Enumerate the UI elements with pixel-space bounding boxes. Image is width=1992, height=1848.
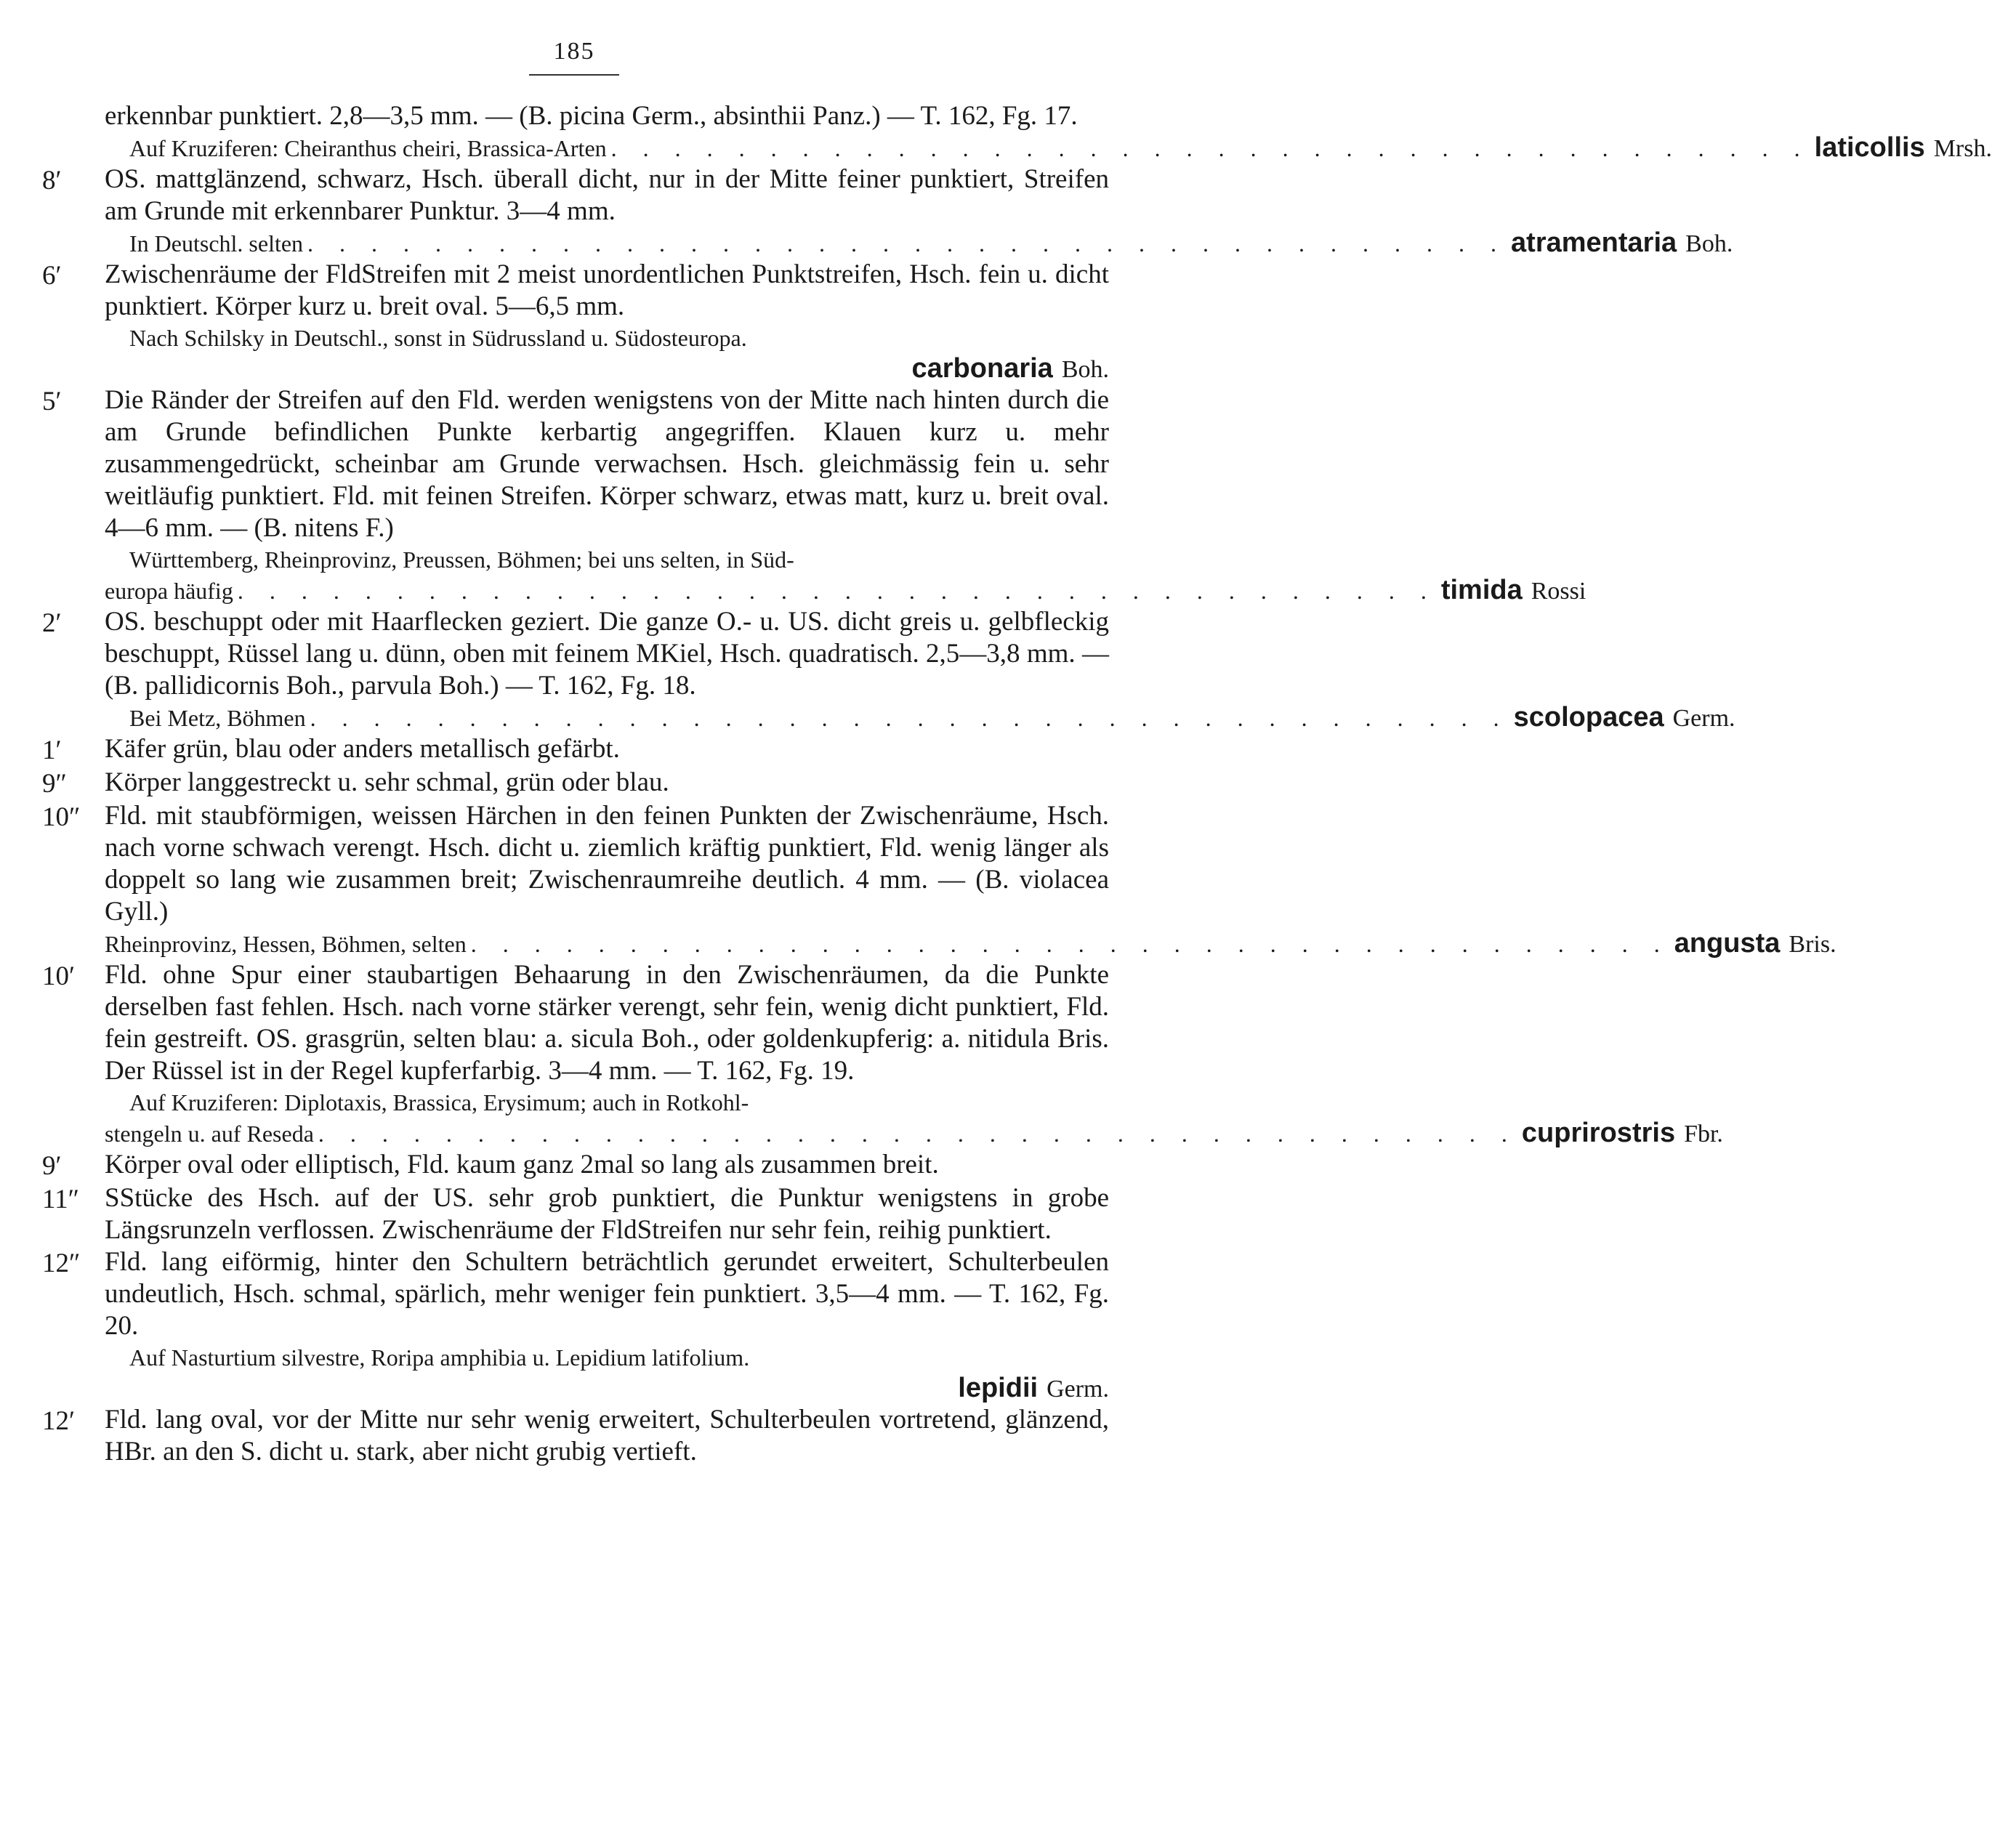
couplet-number: 10′: [42, 961, 76, 991]
species-name: cuprirostris: [1521, 1118, 1676, 1148]
key-entry: [42, 227, 1733, 259]
leader-dots: . . . . . . . . . . . . . . . . . . . . . . . . . . . . . . . . . . . . . .: [610, 135, 1810, 161]
entry-body: [105, 1373, 1109, 1404]
couplet-number: 8′: [42, 166, 62, 195]
locality-text: Bei Metz, Böhmen: [129, 705, 306, 731]
couplet-number: [42, 1118, 105, 1119]
couplet-number: [42, 1373, 105, 1374]
entry-body: [105, 544, 1109, 575]
entry-body: [105, 384, 1109, 544]
entry-body: [105, 1118, 1723, 1149]
entry-body: [105, 259, 1109, 323]
entry-body: [105, 323, 1109, 353]
species-line: [105, 1118, 1723, 1149]
key-entry: [42, 606, 1109, 702]
species-author: Germ.: [1047, 1376, 1109, 1403]
couplet-number: [42, 1087, 105, 1089]
entry-body: [105, 164, 1109, 227]
species-name: carbonaria: [911, 353, 1053, 384]
species-line: [105, 132, 1992, 164]
key-entry: [42, 702, 1735, 733]
locality-text: Auf Nasturtium silvestre, Roripa amphibia u. Lepidium latifolium.: [129, 1344, 750, 1371]
couplet-number: 12″: [42, 1248, 81, 1278]
locality-text: Nach Schilsky in Deutschl., sonst in Südrussland u. Südosteuropa.: [129, 325, 747, 351]
couplet-number: [42, 1342, 105, 1344]
couplet-text: Körper oval oder elliptisch, Fld. kaum ganz 2mal so lang als zusammen breit.: [105, 1150, 939, 1179]
entry-body: [105, 1342, 1109, 1373]
couplet-number: 2′: [42, 608, 62, 638]
species-author: Boh.: [1061, 356, 1109, 383]
couplet-number: [42, 544, 105, 546]
key-entry: [42, 959, 1109, 1087]
couplet-number: [42, 100, 105, 102]
leader-dots: . . . . . . . . . . . . . . . . . . . . . . . . . . . . . . . . . . . . . .: [307, 230, 1507, 257]
entry-body: [105, 1404, 1109, 1468]
species-name: angusta: [1674, 928, 1781, 959]
couplet-number: [42, 928, 105, 929]
couplet-text: SStücke des Hsch. auf der US. sehr grob punktiert, die Punktur wenigstens in grobe Längsrunzeln verflossen. Zwischenräume der FldStreifen nur sehr fein, reihig punktiert.: [105, 1183, 1109, 1245]
entry-body: [105, 100, 1109, 132]
key-entry: [42, 544, 1109, 575]
leader-dots: . . . . . . . . . . . . . . . . . . . . . . . . . . . . . . . . . . . . . .: [310, 705, 1509, 731]
entry-body: [105, 928, 1836, 959]
locality-text: Auf Kruziferen: Diplotaxis, Brassica, Erysimum; auch in Rotkohl-: [129, 1089, 749, 1115]
entry-body: [105, 733, 1109, 765]
key-entry: [42, 1087, 1109, 1118]
key-entry: [42, 767, 1109, 800]
locality-text: stengeln u. auf Reseda: [105, 1121, 314, 1147]
species-author: Mrsh.: [1933, 135, 1992, 162]
entry-body: [105, 800, 1109, 928]
key-entry: [42, 1404, 1109, 1468]
key-entry: [42, 353, 1109, 384]
key-entry: [42, 1373, 1109, 1404]
key-entry: [42, 1149, 1109, 1182]
header-rule: [529, 74, 619, 76]
couplet-text: Fld. lang eiförmig, hinter den Schultern beträchtlich gerundet erweitert, Schulterbeulen undeutlich, Hsch. schmal, spärlich, mehr weniger fein punktiert. 3,5—4 mm. — T. 162, Fg. 20.: [105, 1247, 1109, 1341]
leader-dots: . . . . . . . . . . . . . . . . . . . . . . . . . . . . . . . . . . . . . .: [318, 1121, 1517, 1147]
species-author: Germ.: [1672, 705, 1735, 732]
entry-body: [105, 767, 1109, 799]
couplet-text: Käfer grün, blau oder anders metallisch gefärbt.: [105, 734, 620, 764]
couplet-text: OS. beschuppt oder mit Haarflecken geziert. Die ganze O.- u. US. dicht greis u. gelbfleckig beschuppt, Rüssel lang u. dünn, oben mit feinem MKiel, Hsch. quadratisch. 2,5—3,8 mm. — (B. pallidicornis Boh., parvula Boh.) — T. 162, Fg. 18.: [105, 607, 1109, 701]
couplet-number: [42, 575, 105, 576]
species-line: [105, 227, 1733, 259]
key-entry: [42, 928, 1836, 959]
couplet-text: Fld. ohne Spur einer staubartigen Behaarung in den Zwischenräumen, da die Punkte derselben fast fehlen. Hsch. nach vorne stärker verengt, sehr fein, wenig dicht punktiert, Fld. fein gestreift. OS. grasgrün, selten blau: a. sicula Boh., oder goldenkupferig: a. nitidula Bris. Der Rüssel ist in der Regel kupferfarbig. 3—4 mm. — T. 162, Fg. 19.: [105, 960, 1109, 1086]
couplet-number: 10″: [42, 802, 81, 832]
species-name: scolopacea: [1513, 702, 1664, 733]
couplet-number: 9″: [42, 769, 67, 799]
page-number: 185: [553, 38, 595, 65]
key-entry: [42, 164, 1109, 227]
couplet-text: Die Ränder der Streifen auf den Fld. werden wenigstens von der Mitte nach hinten durch die am Grunde befindlichen Punkte kerbartig angegriffen. Klauen kurz u. mehr zusammengedrückt, scheinbar am Grunde verwachsen. Hsch. gleichmässig fein u. sehr weitläufig punktiert. Fld. mit feinen Streifen. Körper schwarz, etwas matt, kurz u. breit oval. 4—6 mm. — (B. nitens F.): [105, 385, 1109, 543]
entry-body: [105, 227, 1733, 259]
species-line: [105, 575, 1586, 606]
continuation-text: erkennbar punktiert. 2,8—3,5 mm. — (B. picina Germ., absinthii Panz.) — T. 162, Fg. 17.: [105, 101, 1078, 131]
species-line: [105, 928, 1836, 959]
couplet-number: [42, 323, 105, 324]
couplet-number: 12′: [42, 1406, 76, 1436]
locality-text: europa häufig: [105, 578, 233, 604]
locality-text: Württemberg, Rheinprovinz, Preussen, Böhmen; bei uns selten, in Süd-: [129, 546, 794, 573]
key-entry: [42, 1118, 1723, 1149]
species-name: atramentaria: [1511, 227, 1677, 258]
key-entry: [42, 132, 1992, 164]
key-entry: [42, 384, 1109, 544]
couplet-text: Körper langgestreckt u. sehr schmal, grün oder blau.: [105, 767, 669, 797]
key-entry: [42, 259, 1109, 323]
couplet-text: Zwischenräume der FldStreifen mit 2 meist unordentlichen Punktstreifen, Hsch. fein u. dicht punktiert. Körper kurz u. breit oval. 5—6,5 mm.: [105, 259, 1109, 321]
key-entry: [42, 575, 1586, 606]
couplet-number: 1′: [42, 735, 62, 765]
couplet-number: [42, 702, 105, 703]
couplet-number: 11″: [42, 1185, 80, 1214]
couplet-number: [42, 132, 105, 134]
species-name: timida: [1440, 575, 1523, 605]
key-entry: [42, 1246, 1109, 1342]
entry-body: [105, 1087, 1109, 1118]
couplet-text: OS. mattglänzend, schwarz, Hsch. überall dicht, nur in der Mitte feiner punktiert, Streifen am Grunde mit erkennbarer Punktur. 3—4 mm.: [105, 164, 1109, 226]
couplet-number: [42, 227, 105, 229]
couplet-number: 5′: [42, 387, 62, 416]
entry-body: [105, 606, 1109, 702]
couplet-number: 9′: [42, 1151, 62, 1181]
entry-body: [105, 959, 1109, 1087]
entry-body: [105, 1149, 1109, 1181]
couplet-number: 6′: [42, 261, 62, 291]
species-author: Fbr.: [1684, 1121, 1723, 1147]
species-line: [105, 1373, 1109, 1404]
leader-dots: . . . . . . . . . . . . . . . . . . . . . . . . . . . . . . . . . . . . . .: [237, 578, 1437, 604]
species-name: laticollis: [1814, 132, 1925, 163]
key-entry: [42, 323, 1109, 353]
key-entry: [42, 1182, 1109, 1246]
key-entry: [42, 1342, 1109, 1373]
leader-dots: . . . . . . . . . . . . . . . . . . . . . . . . . . . . . . . . . . . . . .: [470, 931, 1670, 957]
entry-body: [105, 575, 1586, 606]
species-name: lepidii: [958, 1373, 1039, 1403]
species-line: [105, 702, 1735, 733]
couplet-text: Fld. mit staubförmigen, weissen Härchen in den feinen Punkten der Zwischenräume, Hsch. nach vorne schwach verengt. Hsch. dicht u. ziemlich kräftig punktiert, Fld. wenig länger als doppelt so lang wie zusammen breit; Zwischenraumreihe deutlich. 4 mm. — (B. violacea Gyll.): [105, 801, 1109, 927]
species-author: Boh.: [1685, 230, 1733, 257]
species-author: Bris.: [1789, 931, 1836, 958]
locality-text: In Deutschl. selten: [129, 230, 304, 257]
couplet-number: [42, 353, 105, 355]
entry-body: [105, 353, 1109, 384]
species-author: Rossi: [1531, 578, 1586, 605]
species-line: [105, 353, 1109, 384]
key-content: [42, 100, 1992, 1468]
key-entry: [42, 733, 1109, 767]
entry-body: [105, 1246, 1109, 1342]
couplet-text: Fld. lang oval, vor der Mitte nur sehr wenig erweitert, Schulterbeulen vortretend, glänzend, HBr. an den S. dicht u. stark, aber nicht grubig vertieft.: [105, 1405, 1109, 1466]
locality-text: Rheinprovinz, Hessen, Böhmen, selten: [105, 931, 467, 957]
entry-body: [105, 1182, 1109, 1246]
entry-body: [105, 702, 1735, 733]
key-entry: [42, 100, 1109, 132]
locality-text: Auf Kruziferen: Cheiranthus cheiri, Brassica-Arten: [129, 135, 607, 161]
entry-body: [105, 132, 1992, 164]
key-entry: [42, 800, 1109, 928]
